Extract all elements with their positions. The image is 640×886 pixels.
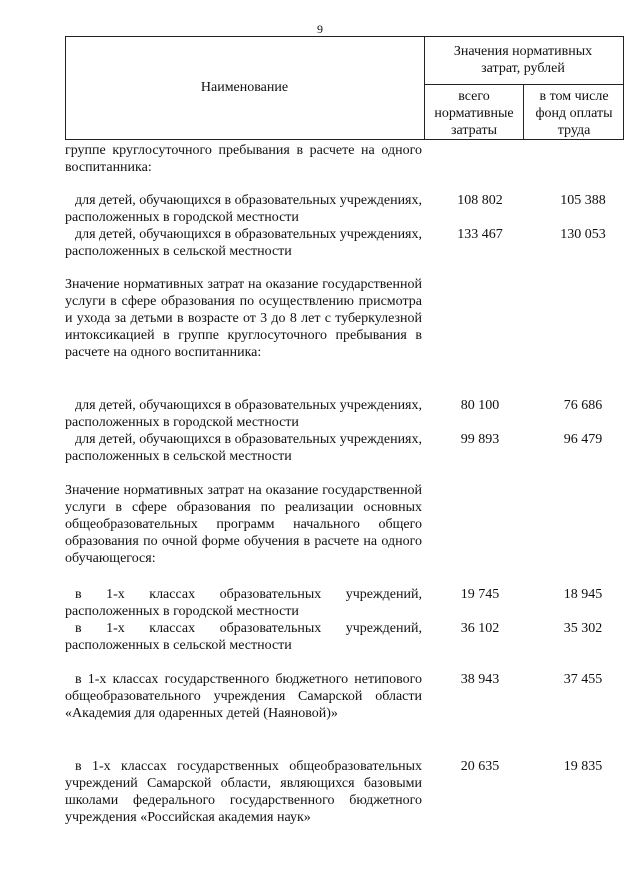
value-wage: 35 302: [563, 621, 603, 636]
value-total: 80 100: [460, 398, 500, 413]
value-total: 38 943: [460, 672, 500, 687]
table-divider-main: [424, 37, 425, 140]
row-description: для детей, обучающихся в образовательных учреждениях, расположенных в городской местности: [65, 193, 422, 225]
row-description: в 1-х классах образовательных учреждений, расположенных в городской местности: [65, 587, 422, 619]
value-wage: 37 455: [563, 672, 603, 687]
value-wage: 130 053: [560, 227, 606, 242]
column-header-values: Значения нормативных затрат, рублей: [453, 44, 593, 76]
table-divider-sub: [523, 85, 524, 140]
value-wage: 105 388: [560, 193, 606, 208]
row-description: в 1-х классах государственного бюджетного нетипового общеобразовательного учреждения Самарской области «Академия для одаренных детей (Наяновой)»: [65, 672, 422, 721]
table-subheader-line: [424, 84, 624, 85]
value-wage: 19 835: [563, 759, 603, 774]
table-header-bottom: [65, 139, 624, 140]
value-total: 133 467: [457, 227, 503, 242]
value-wage: 96 479: [563, 432, 603, 447]
value-total: 19 745: [460, 587, 500, 602]
page-number: 9: [317, 22, 323, 36]
column-header-name: Наименование: [200, 80, 289, 95]
row-description: в 1-х классах образовательных учреждений, расположенных в сельской местности: [65, 621, 422, 653]
section-heading: Значение нормативных затрат на оказание государственной услуги в сфере образования по реализации основных общеобразовательных программ начального общего образования по очной форме обучения в расчете на одного обучающегося:: [65, 483, 422, 566]
table-border-right: [623, 37, 624, 140]
row-description: в 1-х классах государственных общеобразовательных учреждений Самарской области, являющихся базовыми школами федерального государственного бюджетного учреждения «Российская академия наук»: [65, 759, 422, 825]
column-header-wage: в том числе фонд оплаты труда: [535, 89, 613, 138]
row-description: для детей, обучающихся в образовательных учреждениях, расположенных в городской местности: [65, 398, 422, 430]
value-total: 36 102: [460, 621, 500, 636]
row-description: для детей, обучающихся в образовательных учреждениях, расположенных в сельской местности: [65, 227, 422, 259]
value-total: 108 802: [457, 193, 503, 208]
value-total: 20 635: [460, 759, 500, 774]
row-description: группе круглосуточного пребывания в расчете на одного воспитанника:: [65, 143, 422, 175]
table-header: [65, 36, 624, 140]
value-wage: 18 945: [563, 587, 603, 602]
value-wage: 76 686: [563, 398, 603, 413]
row-description: для детей, обучающихся в образовательных учреждениях, расположенных в сельской местности: [65, 432, 422, 464]
section-heading: Значение нормативных затрат на оказание государственной услуги в сфере образования по осуществлению присмотра и ухода за детьми в возрасте от 3 до 8 лет с туберкулезной интоксикацией в группе круглосуточного пребывания в расчете на одного воспитанника:: [65, 277, 422, 360]
column-header-total: всего нормативные затраты: [434, 89, 514, 138]
value-total: 99 893: [460, 432, 500, 447]
